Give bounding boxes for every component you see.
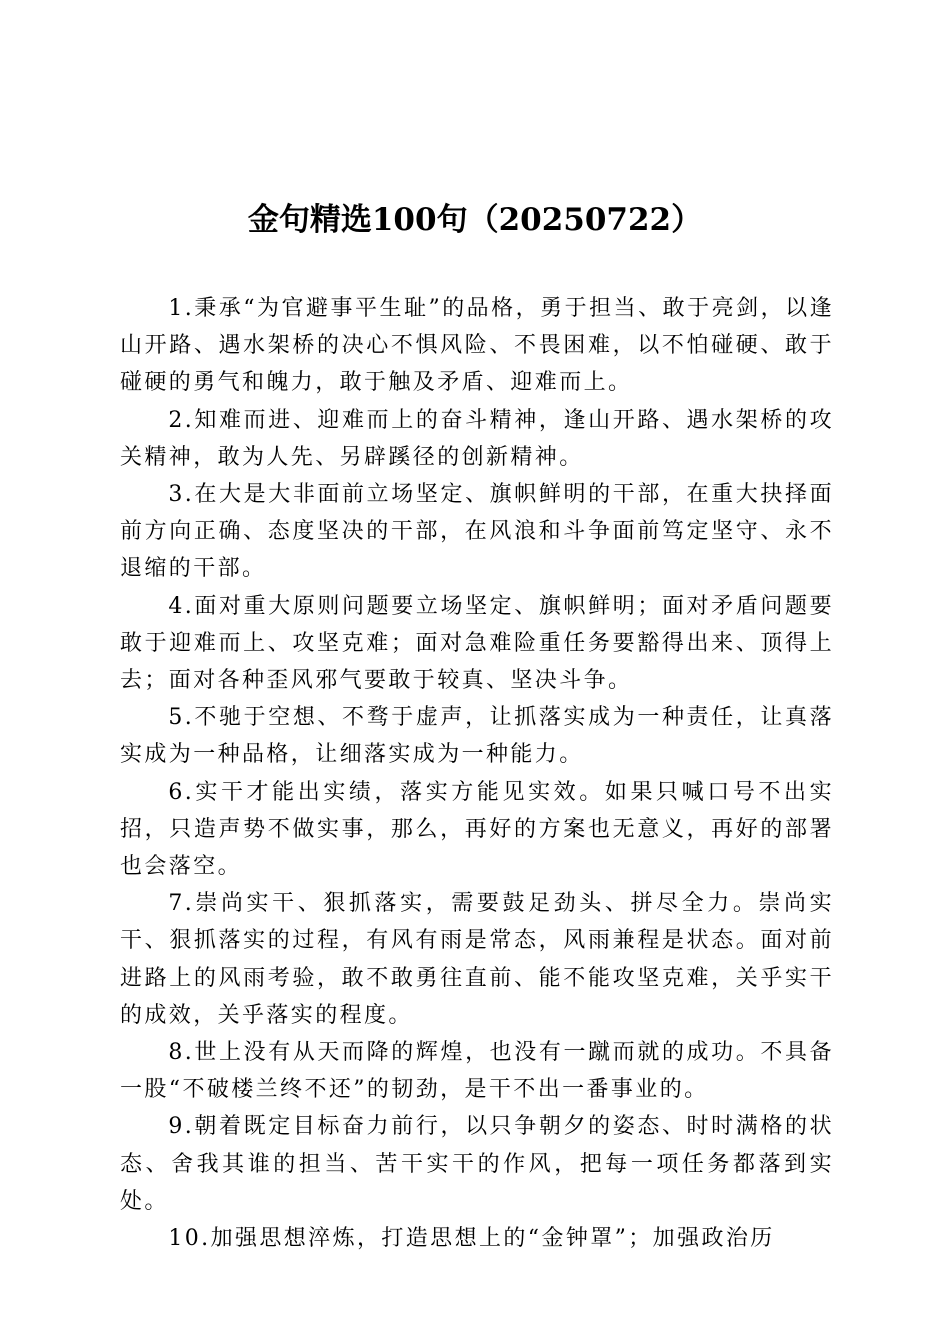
paragraph-6: 6.实干才能出实绩，落实方能见实效。如果只喊口号不出实招，只造声势不做实事，那么，再好的方案也无意义，再好的部署也会落空。: [120, 779, 834, 880]
paragraph-2: 2.知难而进、迎难而上的奋斗精神，逢山开路、遇水架桥的攻关精神，敢为人先、另辟蹊径的创新精神。: [120, 407, 834, 470]
paragraph-9: 9.朝着既定目标奋力前行，以只争朝夕的姿态、时时满格的状态、舍我其谁的担当、苦干实干的作风，把每一项任务都落到实处。: [120, 1114, 834, 1214]
paragraph-8: 8.世上没有从天而降的辉煌，也没有一蹴而就的成功。不具备一股“不破楼兰终不还”的韧劲，是干不出一番事业的。: [120, 1040, 834, 1103]
document-body: [120, 290, 834, 1257]
paragraph-10: 10.加强思想淬炼，打造思想上的“金钟罩”；加强政治历: [168, 1226, 775, 1252]
paragraph-7: 7.崇尚实干、狠抓落实，需要鼓足劲头、拼尽全力。崇尚实干、狠抓落实的过程，有风有雨是常态，风雨兼程是状态。面对前进路上的风雨考验，敢不敢勇往直前、能不能攻坚克难，关乎实干的成效，关乎落实的程度。: [120, 891, 834, 1028]
document-title: 金句精选100句（20250722）: [247, 202, 703, 238]
paragraph-4: 4.面对重大原则问题要立场坚定、旗帜鲜明；面对矛盾问题要敢于迎难而上、攻坚克难；面对急难险重任务要豁得出来、顶得上去；面对各种歪风邪气要敢于较真、坚决斗争。: [120, 593, 834, 694]
paragraph-1: 1.秉承“为官避事平生耻”的品格，勇于担当、敢于亮剑，以逢山开路、遇水架桥的决心不惧风险、不畏困难，以不怕碰硬、敢于碰硬的勇气和魄力，敢于触及矛盾、迎难而上。: [120, 296, 834, 396]
paragraph-5: 5.不驰于空想、不骛于虚声，让抓落实成为一种责任，让真落实成为一种品格，让细落实成为一种能力。: [120, 705, 834, 768]
paragraph-3: 3.在大是大非面前立场坚定、旗帜鲜明的干部，在重大抉择面前方向正确、态度坚决的干部，在风浪和斗争面前笃定坚守、永不退缩的干部。: [120, 482, 834, 582]
